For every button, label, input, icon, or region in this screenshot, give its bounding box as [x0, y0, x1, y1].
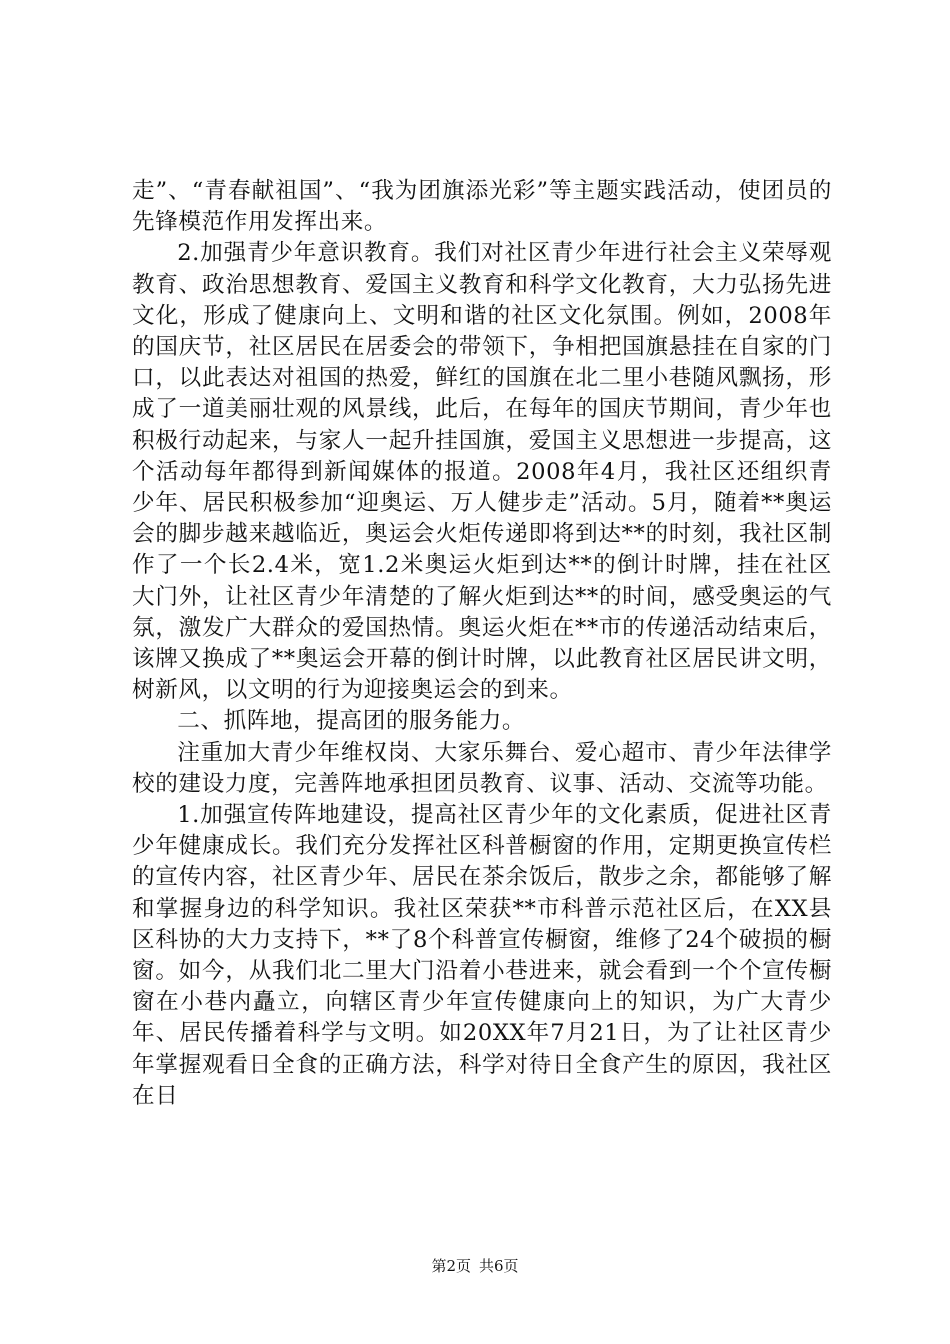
document-body — [132, 176, 832, 1112]
page-total: 共6页 — [479, 1257, 519, 1275]
paragraph-4: 注重加大青少年维权岗、大家乐舞台、爱心超市、青少年法律学校的建设力度，完善阵地承担团员教育、议事、活动、交流等功能。 — [132, 739, 832, 797]
paragraph-1: 走”、“青春献祖国”、“我为团旗添光彩”等主题实践活动，使团员的先锋模范作用发挥出来。 — [132, 178, 832, 236]
section-heading-2: 二、抓阵地，提高团的服务能力。 — [177, 708, 526, 735]
page-footer — [0, 1256, 950, 1276]
paragraph-5: 1.加强宣传阵地建设，提高社区青少年的文化素质，促进社区青少年健康成长。我们充分发挥社区科普橱窗的作用，定期更换宣传栏的宣传内容，社区青少年、居民在茶余饭后，散步之余，都能够了解和掌握身边的科学知识。我社区荣获**市科普示范社区后，在XX县区科协的大力支持下，**了8个科普宣传橱窗，维修了24个破损的橱窗。如今，从我们北二里大门沿着小巷进来，就会看到一个个宣传橱窗在小巷内矗立，向辖区青少年宣传健康向上的知识，为广大青少年、居民传播着科学与文明。如20XX年7月21日，为了让社区青少年掌握观看日全食的正确方法，科学对待日全食产生的原因，我社区在日 — [132, 802, 832, 1109]
page-number: 第2页 — [431, 1257, 471, 1275]
paragraph-2: 2.加强青少年意识教育。我们对社区青少年进行社会主义荣辱观教育、政治思想教育、爱国主义教育和科学文化教育，大力弘扬先进文化，形成了健康向上、文明和谐的社区文化氛围。例如，2008年的国庆节，社区居民在居委会的带领下，争相把国旗悬挂在自家的门口，以此表达对祖国的热爱，鲜红的国旗在北二里小巷随风飘扬，形成了一道美丽壮观的风景线，此后，在每年的国庆节期间，青少年也积极行动起来，与家人一起升挂国旗，爱国主义思想进一步提高，这个活动每年都得到新闻媒体的报道。2008年4月，我社区还组织青少年、居民积极参加“迎奥运、万人健步走”活动。5月，随着**奥运会的脚步越来越临近，奥运会火炬传递即将到达**的时刻，我社区制作了一个长2.4米，宽1.2米奥运火炬到达**的倒计时牌，挂在社区大门外，让社区青少年清楚的了解火炬到达**的时间，感受奥运的气氛，激发广大群众的爱国热情。奥运火炬在**市的传递活动结束后，该牌又换成了**奥运会开幕的倒计时牌，以此教育社区居民讲文明，树新风，以文明的行为迎接奥运会的到来。 — [132, 240, 832, 704]
